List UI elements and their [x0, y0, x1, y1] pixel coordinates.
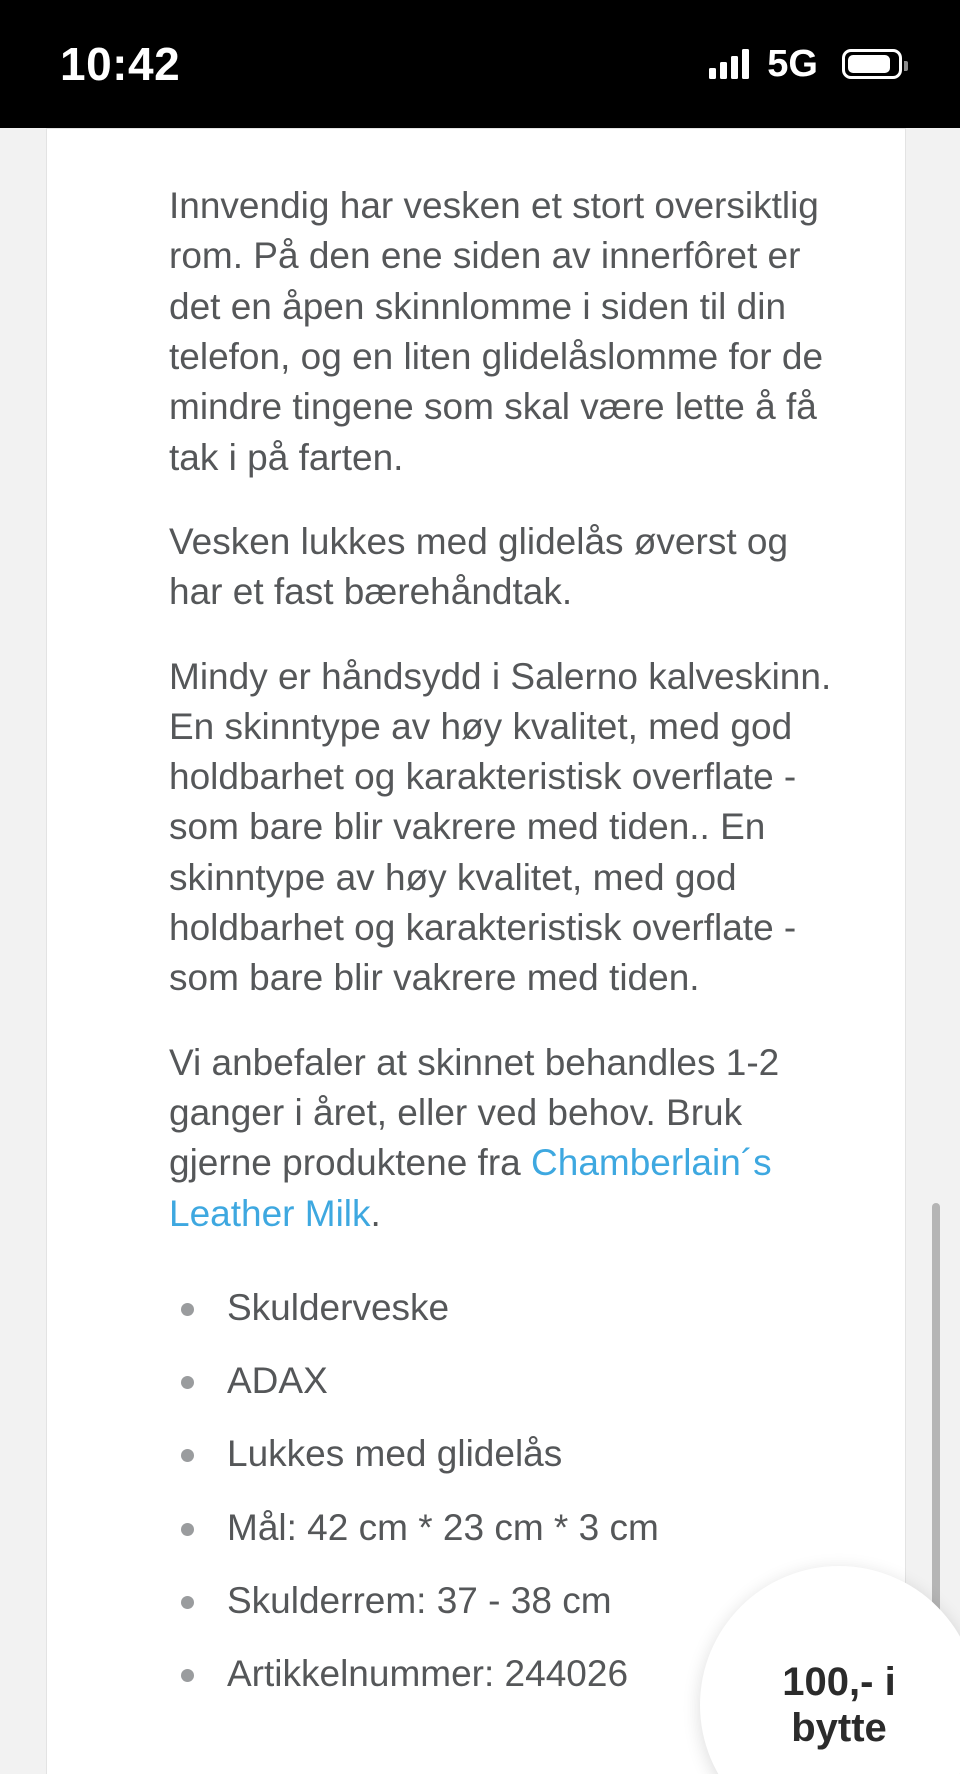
badge-line-1: 100,- i: [782, 1660, 896, 1704]
list-item: Skulderrem: 37 - 38 cm: [169, 1578, 843, 1624]
status-bar-indicators: [709, 43, 902, 86]
care-paragraph: [169, 1038, 843, 1239]
product-description-card: [46, 128, 906, 1774]
list-item: Lukkes med glidelås: [169, 1431, 843, 1477]
description-paragraph-2: Vesken lukkes med glidelås øverst og har et fast bærehåndtak.: [169, 520, 789, 613]
badge-line-2: bytte: [791, 1706, 887, 1750]
leather-milk-link[interactable]: Chamberlain´s Leather Milk: [169, 1142, 772, 1234]
status-bar-time: 10:42: [60, 38, 181, 90]
network-type-label: 5G: [767, 42, 818, 85]
care-text-before-link: Vi anbefaler at skinnet behandles 1-2 ganger i året, eller ved behov. Bruk gjerne produktene fra: [169, 1041, 780, 1184]
page-scroll-area[interactable]: [0, 128, 960, 1774]
signal-bars-icon: [709, 49, 749, 79]
description-paragraph-1: Innvendig har vesken et stort oversiktlig rom. På den ene siden av innerfôret er det en åpen skinnlomme i siden til din telefon, og en liten glidelåslomme for de mindre tingene som skal være lette å få tak i på farten.: [169, 185, 824, 478]
status-bar: [0, 0, 960, 128]
battery-icon: [842, 49, 902, 79]
list-item: Mål: 42 cm * 23 cm * 3 cm: [169, 1505, 843, 1551]
list-item: Skulderveske: [169, 1285, 843, 1331]
list-item: Artikkelnummer: 244026: [169, 1651, 843, 1697]
care-text-after-link: .: [370, 1192, 381, 1234]
description-paragraph-3: Mindy er håndsydd i Salerno kalveskinn. En skinntype av høy kvalitet, med god holdbarhet og karakteristisk overflate - som bare blir vakrere med tiden.. En skinntype av høy kvalitet, med god holdbarhet og karakteristisk overflate - som bare blir vakrere med tiden.: [169, 655, 832, 999]
list-item: ADAX: [169, 1358, 843, 1404]
